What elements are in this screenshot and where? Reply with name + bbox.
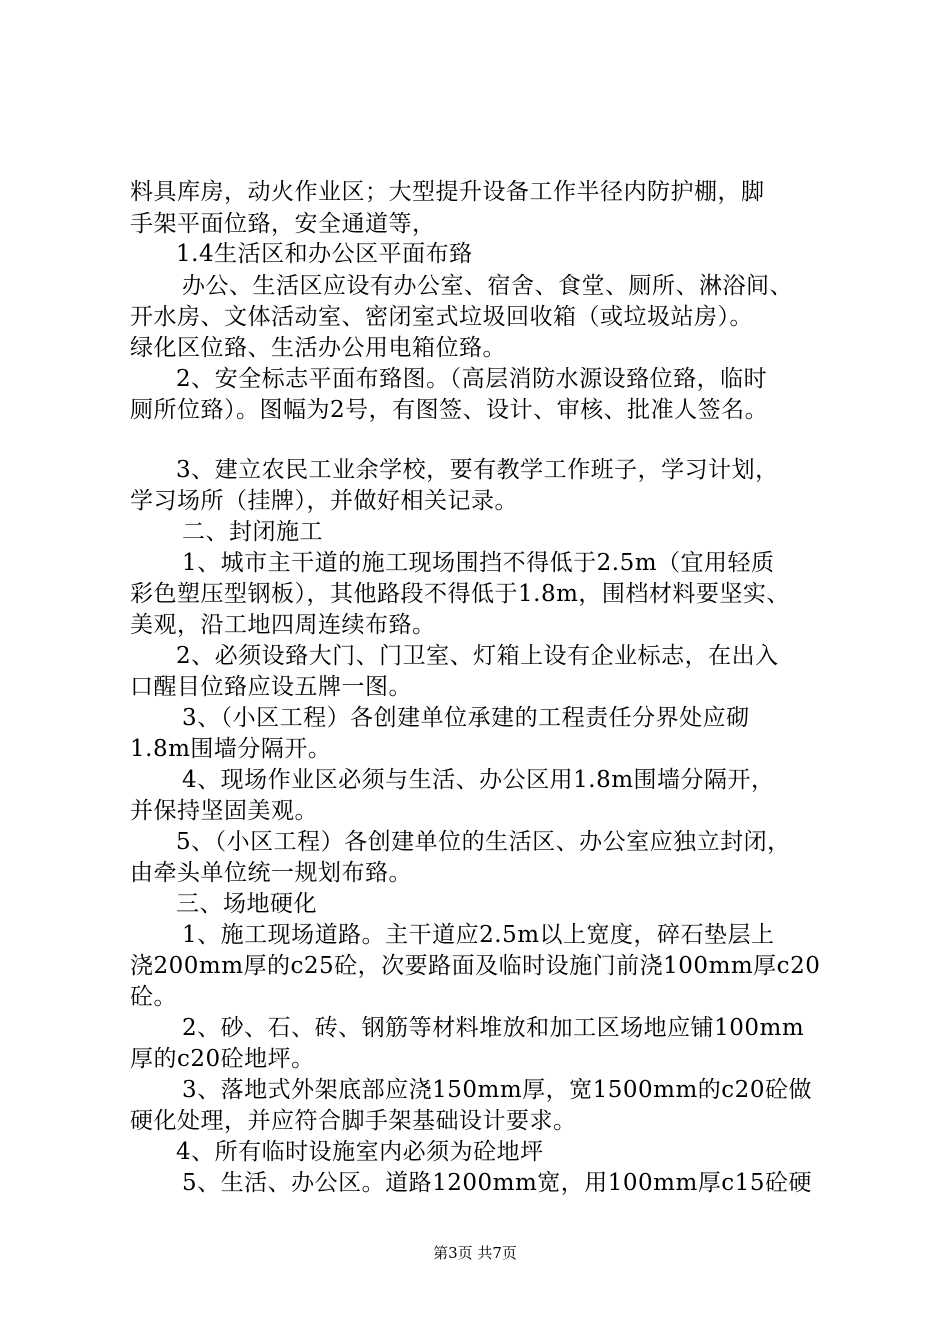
text-line-13: 彩色塑压型钢板），其他路段不得低于1.8m，围档材料要坚实、: [130, 581, 790, 607]
text-line-8: 厕所位臵）。图幅为2号，有图签、设计、审核、批准人签名。: [130, 397, 769, 423]
text-line-2: 手架平面位臵，安全通道等，: [130, 211, 436, 237]
text-line-12: 1、城市主干道的施工现场围挡不得低于2.5m（宜用轻质: [182, 550, 775, 576]
text-line-7: 2、安全标志平面布臵图。（高层消防水源设臵位臵，临时: [176, 366, 768, 392]
text-line-6: 绿化区位臵、生活办公用电箱位臵。: [130, 335, 506, 361]
text-line-22: 由牵头单位统一规划布臵。: [130, 860, 412, 886]
text-line-21: 5、（小区工程）各创建单位的生活区、办公室应独立封闭，: [176, 829, 791, 855]
text-line-32: 5、生活、办公区。道路1200mm宽，用100mm厚c15砼硬: [182, 1170, 812, 1196]
text-line-20: 并保持坚固美观。: [130, 798, 318, 824]
text-line-30: 硬化处理，并应符合脚手架基础设计要求。: [130, 1108, 577, 1134]
text-line-19: 4、现场作业区必须与生活、办公区用1.8m围墙分隔开，: [182, 767, 775, 793]
section-heading-2: 二、封闭施工: [182, 519, 323, 545]
text-line-4: 办公、生活区应设有办公室、宿舍、食堂、厕所、淋浴间、: [182, 273, 793, 299]
text-line-29: 3、落地式外架底部应浇150mm厚，宽1500mm的c20砼做: [182, 1077, 812, 1103]
text-line-27: 2、砂、石、砖、钢筋等材料堆放和加工区场地应铺100mm: [182, 1015, 805, 1041]
section-heading-1-4: 1.4生活区和办公区平面布臵: [176, 241, 473, 267]
text-line-10: 学习场所（挂牌），并做好相关记录。: [130, 488, 518, 514]
text-line-25: 浇200mm厚的c25砼，次要路面及临时设施门前浇100mm厚c20: [130, 953, 821, 979]
text-line-24: 1、施工现场道路。主干道应2.5m以上宽度，碎石垫层上: [182, 922, 775, 948]
text-line-31: 4、所有临时设施室内必须为砼地坪: [176, 1139, 544, 1165]
text-line-16: 口醒目位臵应设五牌一图。: [130, 674, 412, 700]
text-line-15: 2、必须设臵大门、门卫室、灯箱上设有企业标志，在出入: [176, 643, 779, 669]
text-line-14: 美观，沿工地四周连续布臵。: [130, 612, 436, 638]
text-line-17: 3、（小区工程）各创建单位承建的工程责任分界处应砌: [182, 705, 750, 731]
text-line-5: 开水房、文体活动室、密闭室式垃圾回收箱（或垃圾站房）。: [130, 304, 753, 330]
text-line-9: 3、建立农民工业余学校，要有教学工作班子，学习计划，: [176, 457, 779, 483]
text-line-1: 料具库房，动火作业区；大型提升设备工作半径内防护棚，脚: [130, 179, 765, 205]
section-heading-3: 三、场地硬化: [176, 891, 317, 917]
text-line-28: 厚的c20砼地坪。: [130, 1046, 315, 1072]
text-line-18: 1.8m围墙分隔开。: [130, 736, 332, 762]
text-line-26: 砼。: [130, 984, 177, 1010]
page-footer: 第3页 共7页: [433, 1244, 517, 1262]
